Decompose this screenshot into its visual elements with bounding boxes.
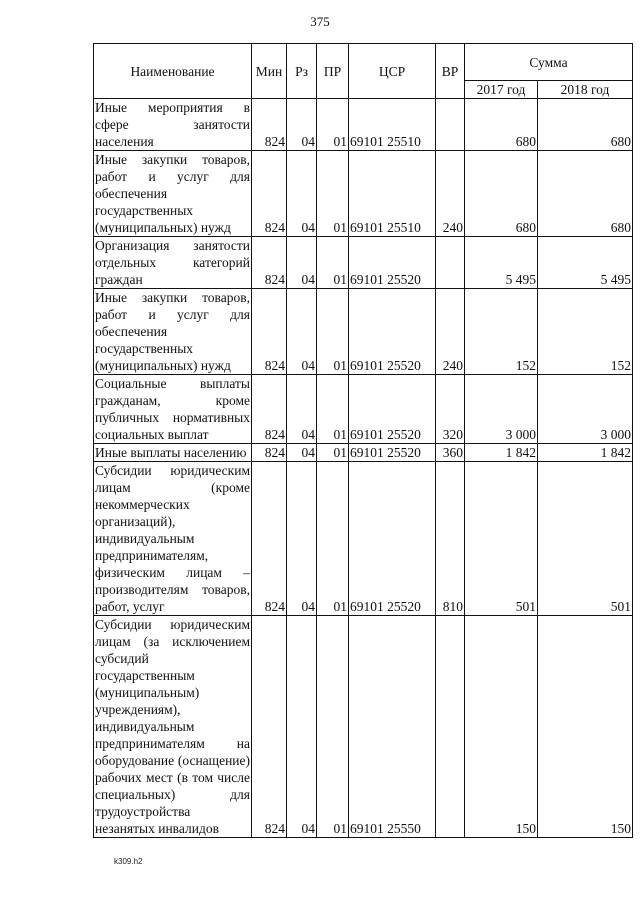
cell-vr: 240	[436, 289, 465, 375]
cell-2017: 3 000	[465, 375, 538, 444]
header-2017: 2017 год	[465, 81, 538, 99]
cell-min: 824	[252, 151, 287, 237]
cell-rz: 04	[287, 237, 317, 289]
cell-name: Иные закупки товаров, работ и услуг для обеспечения государственных (муниципальных) нужд	[95, 152, 250, 235]
cell-name: Субсидии юридическим лицам (за исключением субсидий государственным (муниципальным) учреждениям), индивидуальным предпринимателям на оборудование (оснащение) рабочих мест (в том числе специальных) для трудоустройства незанятых инвалидов	[95, 617, 250, 836]
cell-pr: 01	[317, 151, 349, 237]
cell-name: Организация занятости отдельных категорий граждан	[95, 238, 250, 287]
header-pr: ПР	[317, 44, 349, 99]
budget-table	[93, 43, 633, 838]
cell-csr: 69101 25520	[349, 444, 436, 462]
table-row	[94, 289, 633, 375]
cell-min: 824	[252, 375, 287, 444]
table-row	[94, 375, 633, 444]
header-min: Мин	[252, 44, 287, 99]
cell-min: 824	[252, 616, 287, 838]
table-row	[94, 462, 633, 616]
cell-vr	[436, 616, 465, 838]
cell-min: 824	[252, 237, 287, 289]
cell-2017: 150	[465, 616, 538, 838]
cell-name: Социальные выплаты гражданам, кроме публичных нормативных социальных выплат	[95, 376, 250, 442]
cell-min: 824	[252, 289, 287, 375]
table-body	[94, 99, 633, 838]
cell-2018: 3 000	[538, 375, 633, 444]
header-vr: ВР	[436, 44, 465, 99]
cell-2017: 152	[465, 289, 538, 375]
cell-pr: 01	[317, 237, 349, 289]
cell-pr: 01	[317, 462, 349, 616]
cell-csr: 69101 25520	[349, 237, 436, 289]
cell-csr: 69101 25550	[349, 616, 436, 838]
table-row	[94, 616, 633, 838]
cell-name: Иные мероприятия в сфере занятости населения	[95, 100, 250, 149]
cell-csr: 69101 25510	[349, 99, 436, 151]
cell-rz: 04	[287, 462, 317, 616]
cell-name: Субсидии юридическим лицам (кроме некоммерческих организаций), индивидуальным предпринимателям, физическим лицам – производителям товаров, работ, услуг	[95, 463, 250, 614]
cell-pr: 01	[317, 444, 349, 462]
header-rz: Рз	[287, 44, 317, 99]
page-number: 375	[310, 14, 330, 29]
cell-2017: 1 842	[465, 444, 538, 462]
cell-csr: 69101 25520	[349, 289, 436, 375]
cell-2018: 152	[538, 289, 633, 375]
cell-rz: 04	[287, 444, 317, 462]
cell-rz: 04	[287, 616, 317, 838]
cell-vr: 360	[436, 444, 465, 462]
cell-pr: 01	[317, 289, 349, 375]
table-row	[94, 99, 633, 151]
cell-rz: 04	[287, 375, 317, 444]
cell-vr: 320	[436, 375, 465, 444]
cell-2018: 680	[538, 99, 633, 151]
cell-rz: 04	[287, 289, 317, 375]
cell-csr: 69101 25520	[349, 375, 436, 444]
cell-2018: 501	[538, 462, 633, 616]
header-name: Наименование	[94, 44, 252, 99]
cell-csr: 69101 25510	[349, 151, 436, 237]
cell-vr: 240	[436, 151, 465, 237]
header-2018: 2018 год	[538, 81, 633, 99]
cell-2018: 150	[538, 616, 633, 838]
cell-pr: 01	[317, 616, 349, 838]
header-sum: Сумма	[465, 44, 633, 81]
table-row	[94, 151, 633, 237]
cell-min: 824	[252, 462, 287, 616]
cell-min: 824	[252, 444, 287, 462]
cell-name: Иные закупки товаров, работ и услуг для обеспечения государственных (муниципальных) нужд	[95, 290, 250, 373]
table-row	[94, 444, 633, 462]
header-csr: ЦСР	[349, 44, 436, 99]
cell-2017: 680	[465, 99, 538, 151]
cell-rz: 04	[287, 151, 317, 237]
cell-2018: 5 495	[538, 237, 633, 289]
cell-csr: 69101 25520	[349, 462, 436, 616]
cell-2018: 1 842	[538, 444, 633, 462]
cell-2017: 5 495	[465, 237, 538, 289]
footer-code: k309.h2	[114, 857, 143, 866]
cell-2018: 680	[538, 151, 633, 237]
cell-2017: 501	[465, 462, 538, 616]
cell-min: 824	[252, 99, 287, 151]
cell-pr: 01	[317, 375, 349, 444]
cell-vr	[436, 237, 465, 289]
cell-rz: 04	[287, 99, 317, 151]
cell-vr: 810	[436, 462, 465, 616]
cell-vr	[436, 99, 465, 151]
cell-2017: 680	[465, 151, 538, 237]
table-row	[94, 237, 633, 289]
cell-pr: 01	[317, 99, 349, 151]
cell-name: Иные выплаты населению	[94, 444, 252, 462]
